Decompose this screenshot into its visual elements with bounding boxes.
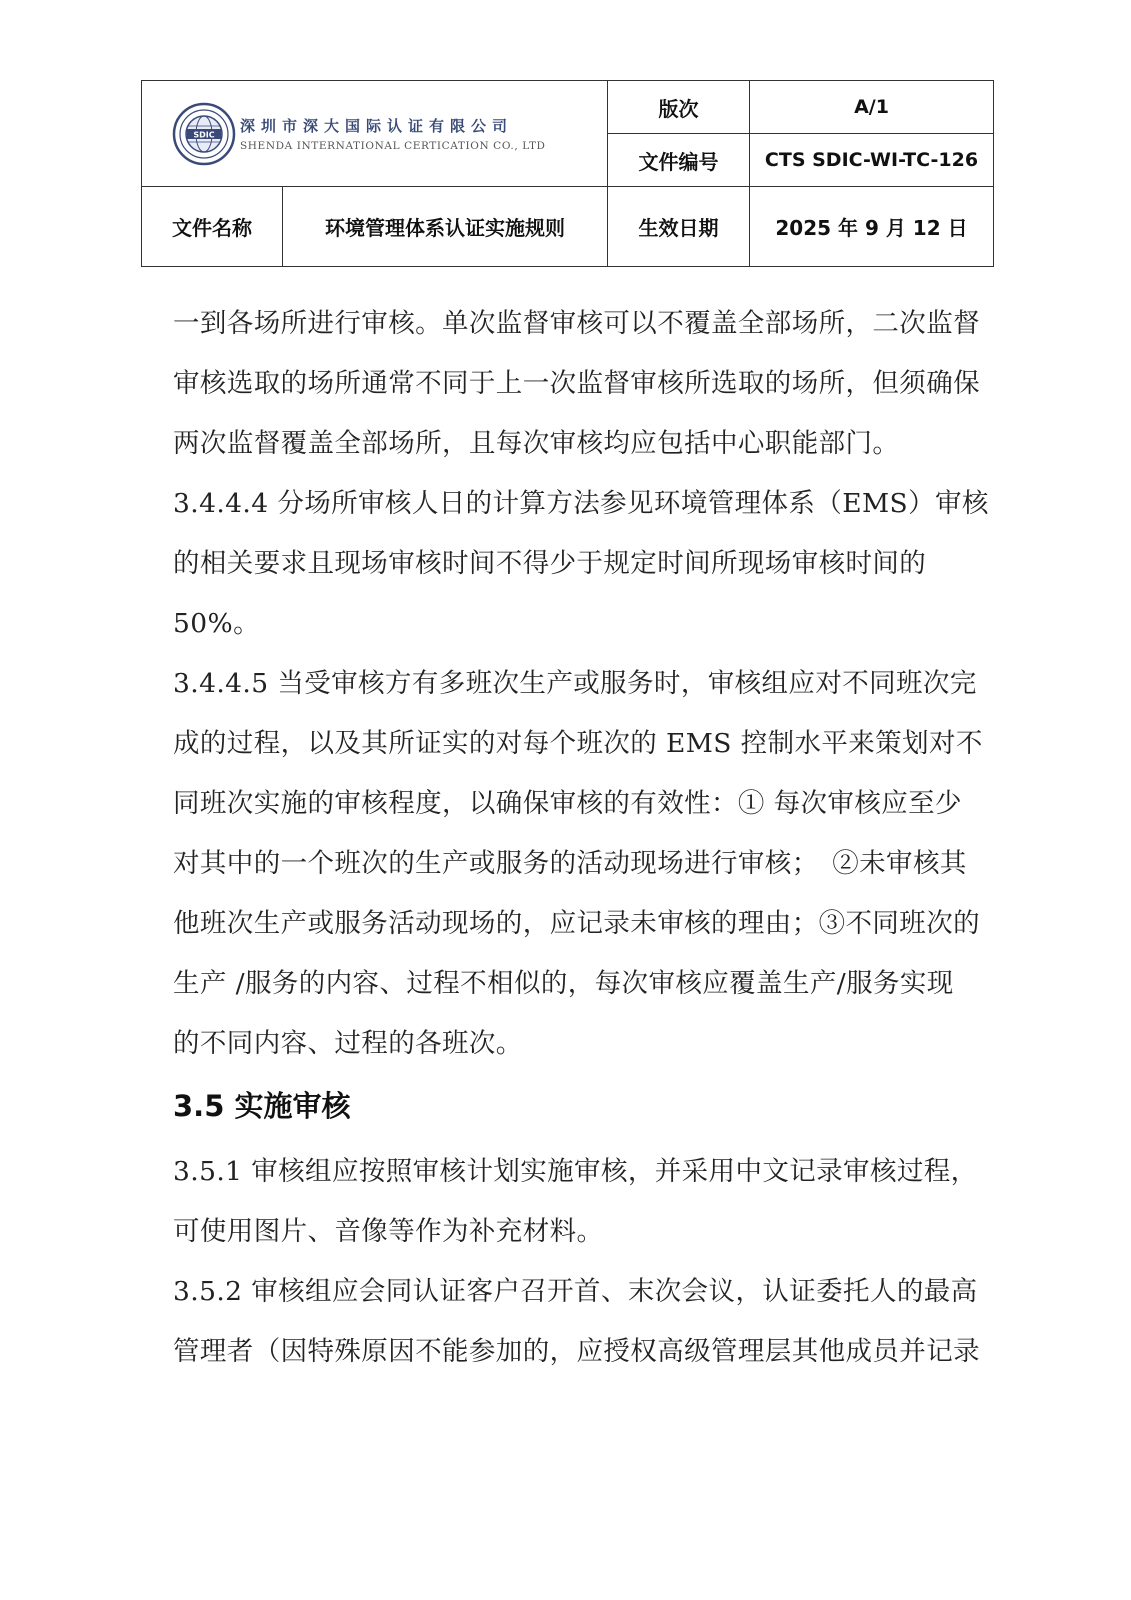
section-heading-3-5: 3.5 实施审核	[173, 1089, 351, 1123]
clause-3-5-2: 3.5.2 审核组应会同认证客户召开首、末次会议，认证委托人的最高	[173, 1276, 978, 1307]
document-header-table	[141, 80, 994, 267]
body-line: 同班次实施的审核程度，以确保审核的有效性：① 每次审核应至少	[173, 788, 962, 819]
effective-date-label: 生效日期	[608, 187, 750, 267]
body-line: 生产 /服务的内容、过程不相似的，每次审核应覆盖生产/服务实现	[173, 968, 954, 999]
company-name-cn: 深圳市深大国际认证有限公司	[240, 117, 514, 135]
version-label: 版次	[608, 81, 750, 134]
clause-3-4-4-5: 3.4.4.5 当受审核方有多班次生产或服务时，审核组应对不同班次完	[173, 668, 977, 699]
body-line: 的不同内容、过程的各班次。	[173, 1028, 523, 1059]
clause-3-4-4-4: 3.4.4.4 分场所审核人日的计算方法参见环境管理体系（EMS）审核	[173, 488, 989, 519]
company-logo	[142, 81, 607, 186]
company-name-en: SHENDA INTERNATIONAL CERTICATION CO., LTD	[240, 140, 546, 152]
body-line: 可使用图片、音像等作为补充材料。	[173, 1216, 604, 1247]
body-line: 成的过程，以及其所证实的对每个班次的 EMS 控制水平来策划对不	[173, 728, 983, 759]
doc-number-label: 文件编号	[608, 134, 750, 187]
clause-3-5-1: 3.5.1 审核组应按照审核计划实施审核，并采用中文记录审核过程，	[173, 1156, 978, 1187]
body-line: 管理者（因特殊原因不能参加的，应授权高级管理层其他成员并记录	[173, 1336, 980, 1367]
company-seal-icon	[172, 102, 236, 166]
body-line: 50%。	[173, 608, 261, 639]
body-line: 对其中的一个班次的生产或服务的活动现场进行审核； ②未审核其	[173, 848, 967, 879]
document-body	[173, 294, 989, 1382]
doc-name-label: 文件名称	[142, 187, 283, 267]
body-line: 审核选取的场所通常不同于上一次监督审核所选取的场所，但须确保	[173, 368, 980, 399]
doc-number-value: CTS SDIC-WI-TC-126	[750, 134, 994, 187]
effective-date-value: 2025 年 9 月 12 日	[750, 187, 994, 267]
version-value: A/1	[750, 81, 994, 134]
body-line: 的相关要求且现场审核时间不得少于规定时间所现场审核时间的	[173, 548, 927, 579]
doc-name-value: 环境管理体系认证实施规则	[283, 187, 608, 267]
body-line: 两次监督覆盖全部场所，且每次审核均应包括中心职能部门。	[173, 428, 900, 459]
company-logo-cell	[142, 81, 608, 187]
body-line: 他班次生产或服务活动现场的，应记录未审核的理由；③不同班次的	[173, 908, 980, 939]
svg-text:SDIC: SDIC	[193, 130, 215, 139]
body-line: 一到各场所进行审核。单次监督审核可以不覆盖全部场所，二次监督	[173, 308, 980, 339]
